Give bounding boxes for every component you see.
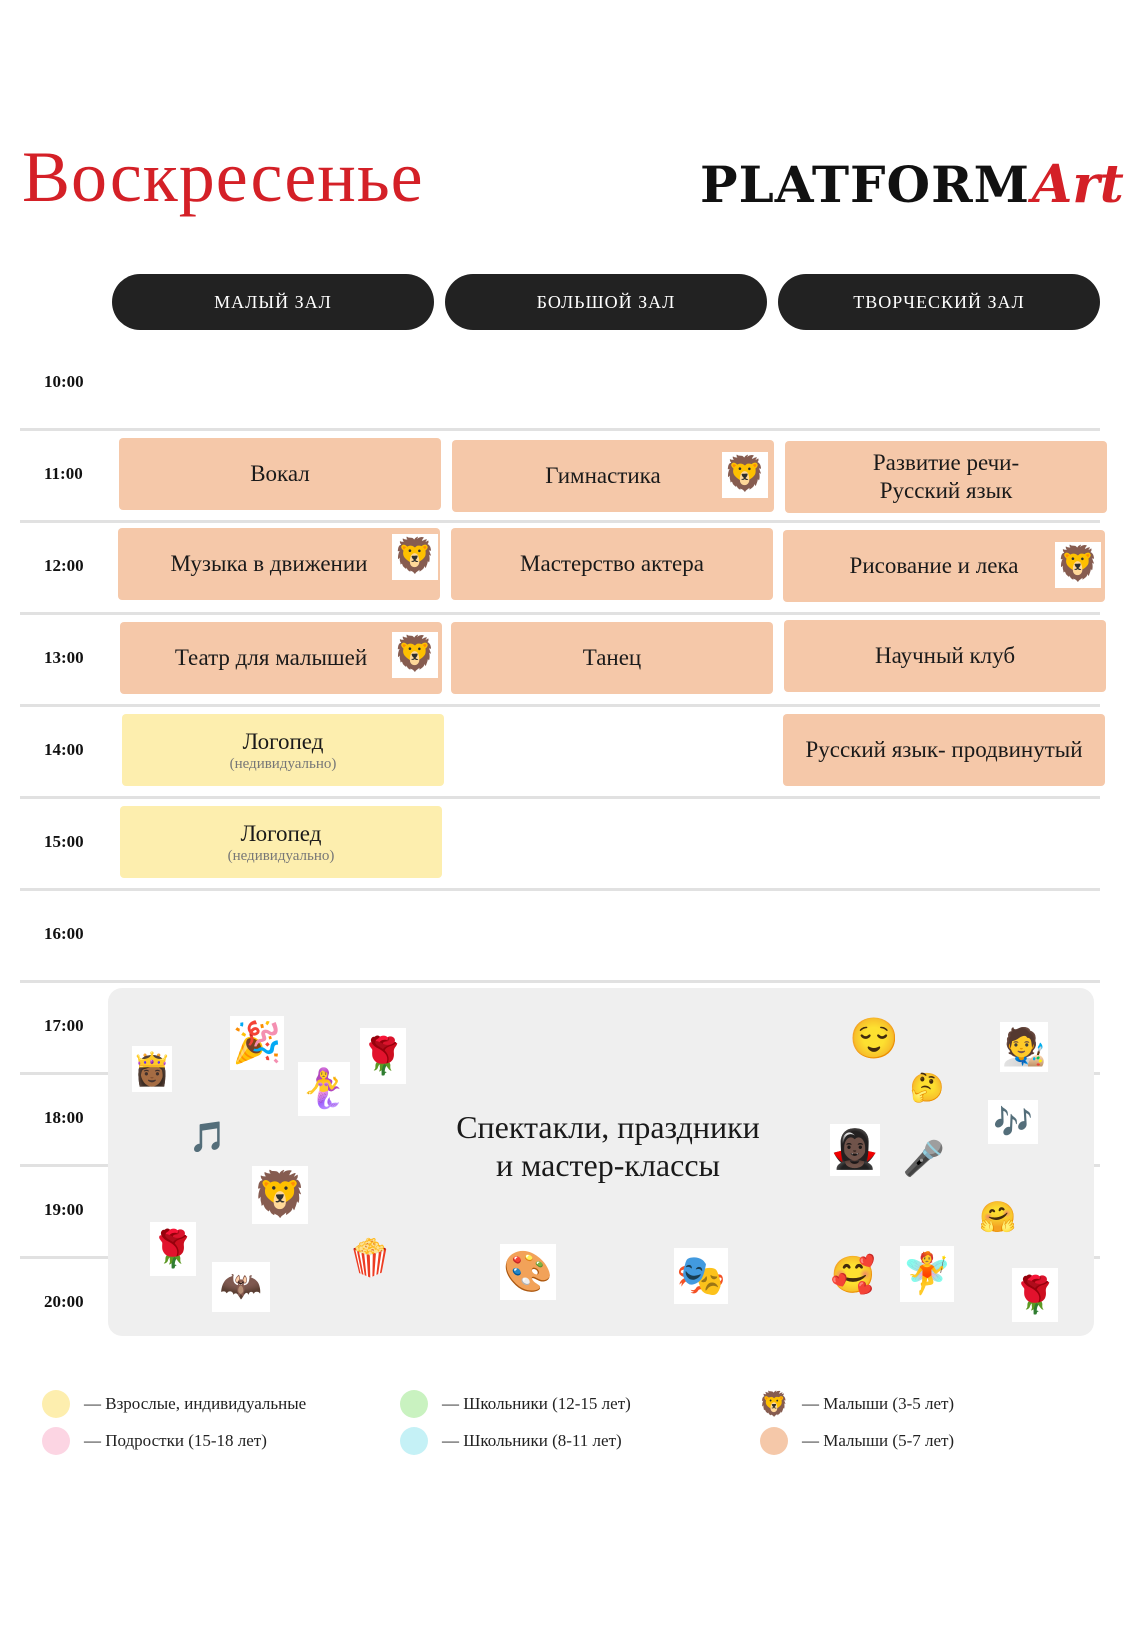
session-card-science-club[interactable] xyxy=(784,620,1106,692)
legend-label: — Школьники (12-15 лет) xyxy=(442,1394,631,1413)
events-title-line2: и мастер-классы xyxy=(495,1147,721,1183)
session-title: Мастерство актера xyxy=(520,551,704,576)
session-card-vocal[interactable] xyxy=(119,438,441,510)
session-card-speech[interactable] xyxy=(785,441,1107,513)
session-title: Гимнастика xyxy=(545,463,661,488)
session-title-line2: Русский язык xyxy=(879,478,1013,503)
legend-school-12-15 xyxy=(400,1390,631,1418)
row-divider xyxy=(20,520,1100,523)
time-label: 16:00 xyxy=(44,924,84,943)
session-title: Логопед xyxy=(240,821,322,846)
lion-icon: 🦁 xyxy=(252,1166,308,1224)
session-title: Русский язык- продвинутый xyxy=(805,737,1083,762)
session-card-dance[interactable] xyxy=(451,622,773,694)
session-title: Музыка в движении xyxy=(170,551,368,576)
session-title: Театр для малышей xyxy=(174,645,368,670)
events-title-line1: Спектакли, праздники xyxy=(456,1109,760,1145)
legend-school-8-11 xyxy=(400,1427,622,1455)
session-title-line1: Развитие речи- xyxy=(872,450,1020,475)
time-label: 15:00 xyxy=(44,832,84,851)
events-block[interactable] xyxy=(108,988,1094,1336)
artist-palette-icon: 🎨 xyxy=(500,1244,556,1300)
page-title: Воскресенье xyxy=(22,137,424,217)
lion-icon: 🦁 xyxy=(759,1391,789,1418)
thinking-face-icon: 🤔 xyxy=(909,1073,945,1104)
legend-kids-5-7 xyxy=(760,1427,954,1455)
session-title: Рисование и лека xyxy=(849,553,1019,578)
party-popper-icon: 🎉 xyxy=(230,1016,284,1070)
rose-icon: 🌹 xyxy=(150,1222,196,1276)
legend-label: — Взрослые, индивидуальные xyxy=(84,1394,307,1413)
vampire-icon: 🧛🏿‍♀️ xyxy=(830,1124,880,1176)
session-title: Танец xyxy=(582,645,642,670)
legend-dot-yellow xyxy=(42,1390,70,1418)
session-card-drawing[interactable] xyxy=(783,530,1105,602)
row-divider xyxy=(20,888,1100,891)
legend-label: — Малыши (5-7 лет) xyxy=(802,1431,955,1450)
music-note-icon: 🎵 xyxy=(189,1121,227,1154)
row-divider xyxy=(20,428,1100,431)
session-card-speech-therapist[interactable] xyxy=(122,714,444,786)
relieved-face-icon: 😌 xyxy=(849,1016,899,1061)
time-label: 17:00 xyxy=(44,1016,84,1035)
time-label: 20:00 xyxy=(44,1292,84,1311)
princess-icon: 👸🏾 xyxy=(132,1046,172,1092)
session-title: Вокал xyxy=(250,461,310,486)
session-card-acting[interactable] xyxy=(451,528,773,600)
hugging-face-icon: 🤗 xyxy=(979,1201,1017,1234)
legend-dot-peach xyxy=(760,1427,788,1455)
hall-header-creative: ТВОРЧЕСКИЙ ЗАЛ xyxy=(778,274,1100,330)
row-divider xyxy=(20,980,1100,983)
events-title xyxy=(418,1108,798,1184)
row-divider xyxy=(20,612,1100,615)
lion-icon: 🦁 xyxy=(722,452,768,498)
legend-teens xyxy=(42,1427,267,1455)
artist-icon: 🧑‍🎨 xyxy=(1000,1022,1048,1072)
session-card-russian-advanced[interactable] xyxy=(783,714,1105,786)
time-label: 11:00 xyxy=(44,464,83,483)
session-title: Логопед xyxy=(242,729,324,754)
time-label: 14:00 xyxy=(44,740,84,759)
time-label: 12:00 xyxy=(44,556,84,575)
legend-dot-cyan xyxy=(400,1427,428,1455)
legend-kids-3-5 xyxy=(760,1390,954,1418)
fairy-icon: 🧚 xyxy=(900,1246,954,1302)
lion-icon: 🦁 xyxy=(392,632,438,678)
session-card-speech-therapist[interactable] xyxy=(120,806,442,878)
legend-label: — Подростки (15-18 лет) xyxy=(84,1431,267,1450)
logo-art-text: Art xyxy=(1031,154,1124,215)
session-card-gymnastics[interactable] xyxy=(452,440,774,512)
popcorn-icon: 🍿 xyxy=(347,1238,393,1278)
row-divider xyxy=(20,796,1100,799)
time-label: 10:00 xyxy=(44,372,84,391)
theater-masks-icon: 🎭 xyxy=(674,1248,728,1304)
time-label: 18:00 xyxy=(44,1108,84,1127)
session-title: Научный клуб xyxy=(874,643,1016,668)
legend-dot-green xyxy=(400,1390,428,1418)
session-card-theatre-kids[interactable] xyxy=(120,622,442,694)
session-card-music-movement[interactable] xyxy=(118,528,440,600)
time-label: 19:00 xyxy=(44,1200,84,1219)
legend-label: — Малыши (3-5 лет) xyxy=(802,1394,955,1413)
lion-icon: 🦁 xyxy=(1055,542,1101,588)
row-divider xyxy=(20,704,1100,707)
rose-icon: 🌹 xyxy=(1012,1268,1058,1322)
bat-icon: 🦇 xyxy=(212,1262,270,1312)
logo-main-text: PLATFORM xyxy=(700,155,1030,214)
mermaid-icon: 🧜‍♀️ xyxy=(298,1062,350,1116)
hall-header-small: МАЛЫЙ ЗАЛ xyxy=(112,274,434,330)
session-subtitle: (недивидуально) xyxy=(229,756,337,772)
rose-icon: 🌹 xyxy=(360,1028,406,1084)
platform-art-logo xyxy=(700,150,1124,220)
session-subtitle: (недивидуально) xyxy=(227,848,335,864)
legend-label: — Школьники (8-11 лет) xyxy=(442,1431,622,1450)
legend-adults xyxy=(42,1390,306,1418)
hall-header-big: БОЛЬШОЙ ЗАЛ xyxy=(445,274,767,330)
time-label: 13:00 xyxy=(44,648,84,667)
lion-icon: 🦁 xyxy=(392,534,438,580)
musical-notes-icon: 🎶 xyxy=(988,1100,1038,1144)
legend-dot-pink xyxy=(42,1427,70,1455)
microphone-icon: 🎤 xyxy=(902,1141,946,1178)
smiling-hearts-icon: 🥰 xyxy=(830,1255,876,1295)
